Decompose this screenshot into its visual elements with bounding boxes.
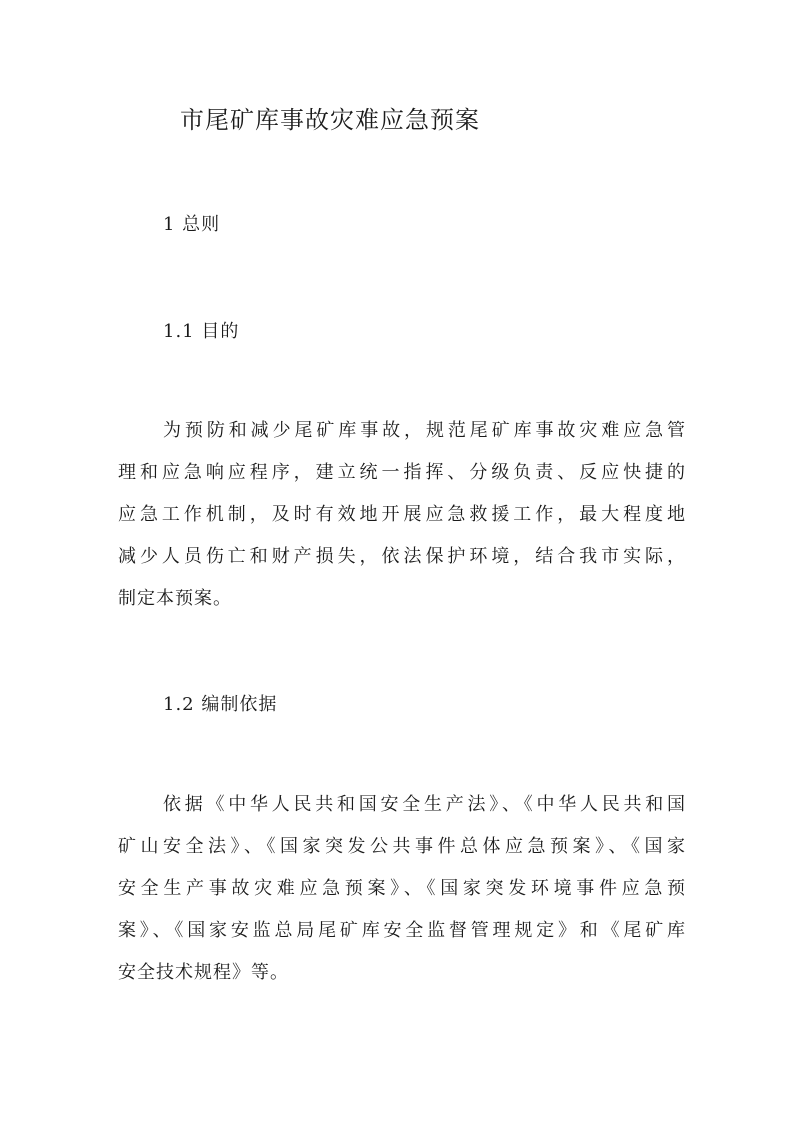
section-heading-basis: 1.2 编制依据 [163, 694, 278, 715]
paragraph-line: 为预防和减少尾矿库事故，规范尾矿库事故灾难应急管 [163, 420, 686, 441]
section-heading-purpose: 1.1 目的 [163, 321, 240, 342]
paragraph-line: 依据《中华人民共和国安全生产法》、《中华人民共和国 [163, 794, 686, 815]
paragraph-line: 安全技术规程》等。 [118, 962, 289, 983]
paragraph-line: 减少人员伤亡和财产损失，依法保护环境，结合我市实际， [118, 546, 686, 567]
paragraph-line: 矿山安全法》、《国家突发公共事件总体应急预案》、《国家 [118, 836, 686, 857]
paragraph-line: 安全生产事故灾难应急预案》、《国家突发环境事件应急预 [118, 878, 686, 899]
paragraph-line: 案》、《国家安监总局尾矿库安全监督管理规定》和《尾矿库 [118, 920, 686, 941]
basis-paragraph [118, 784, 686, 994]
purpose-paragraph [118, 410, 686, 620]
document-title: 市尾矿库事故灾难应急预案 [180, 106, 480, 134]
paragraph-line: 制定本预案。 [118, 588, 232, 609]
paragraph-line: 理和应急响应程序，建立统一指挥、分级负责、反应快捷的 [118, 462, 686, 483]
paragraph-line: 应急工作机制，及时有效地开展应急救援工作，最大程度地 [118, 504, 686, 525]
section-heading-general: 1 总则 [163, 214, 221, 235]
